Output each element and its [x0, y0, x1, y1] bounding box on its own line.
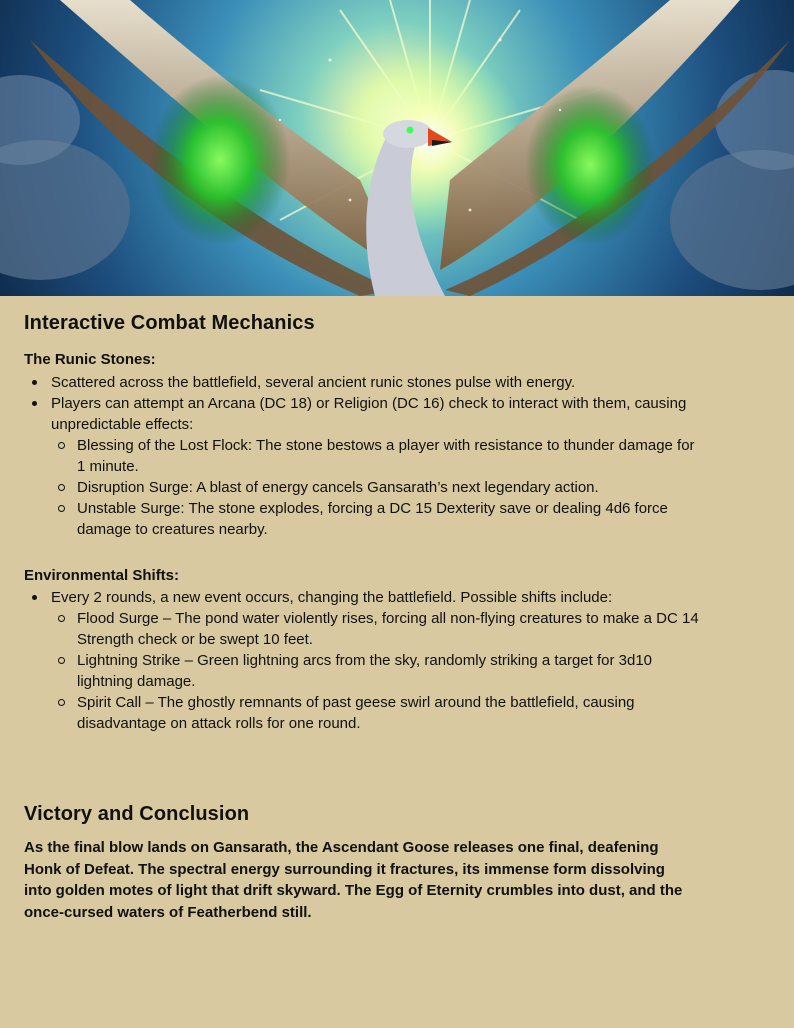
list-item-text: Every 2 rounds, a new event occurs, changing the battlefield. Possible shifts include:	[51, 589, 613, 606]
list-item	[24, 587, 704, 734]
effect-blessing: Blessing of the Lost Flock: The stone bestows a player with resistance to thunder damage for 1 minute.	[77, 437, 695, 475]
effect-disruption: Disruption Surge: A blast of energy cancels Gansarath’s next legendary action.	[77, 479, 599, 496]
runic-stones-heading: The Runic Stones:	[24, 351, 156, 368]
list-item	[51, 650, 704, 692]
list-item	[24, 393, 704, 540]
list-item	[24, 372, 704, 393]
list-item	[51, 692, 704, 734]
shift-flood: Flood Surge – The pond water violently rises, forcing all non-flying creatures to make a DC 14 Strength check or be swept 10 feet.	[77, 610, 699, 648]
shifts-list	[51, 608, 704, 734]
list-item-text: Scattered across the battlefield, several ancient runic stones pulse with energy.	[51, 374, 576, 391]
effect-unstable: Unstable Surge: The stone explodes, forcing a DC 15 Dexterity save or dealing 4d6 force damage to creatures nearby.	[77, 500, 668, 538]
goose-artwork	[0, 0, 794, 296]
shift-spirit: Spirit Call – The ghostly remnants of past geese swirl around the battlefield, causing disadvantage on attack rolls for one round.	[77, 694, 635, 732]
list-item-text: Players can attempt an Arcana (DC 18) or Religion (DC 16) check to interact with them, causing unpredictable effects:	[51, 395, 687, 433]
hero-illustration	[0, 0, 794, 296]
runic-stones-list	[24, 372, 704, 540]
list-item	[51, 498, 704, 540]
section-title-combat: Interactive Combat Mechanics	[24, 312, 315, 334]
list-item	[51, 435, 704, 477]
list-item	[51, 477, 704, 498]
runic-effects-list	[51, 435, 704, 540]
conclusion-paragraph: As the final blow lands on Gansarath, the Ascendant Goose releases one final, deafening Honk of Defeat. The spectral energy surrounding it fractures, its immense form dissolving into golden motes of light that drift skyward. The Egg of Eternity crumbles into dust, and the once-cursed waters of Featherbend still.	[24, 839, 683, 921]
list-item	[51, 608, 704, 650]
section-title-victory: Victory and Conclusion	[24, 803, 250, 825]
environmental-shifts-heading: Environmental Shifts:	[24, 567, 180, 584]
shift-lightning: Lightning Strike – Green lightning arcs from the sky, randomly striking a target for 3d10 lightning damage.	[77, 652, 653, 690]
environmental-shifts-list	[24, 587, 704, 734]
